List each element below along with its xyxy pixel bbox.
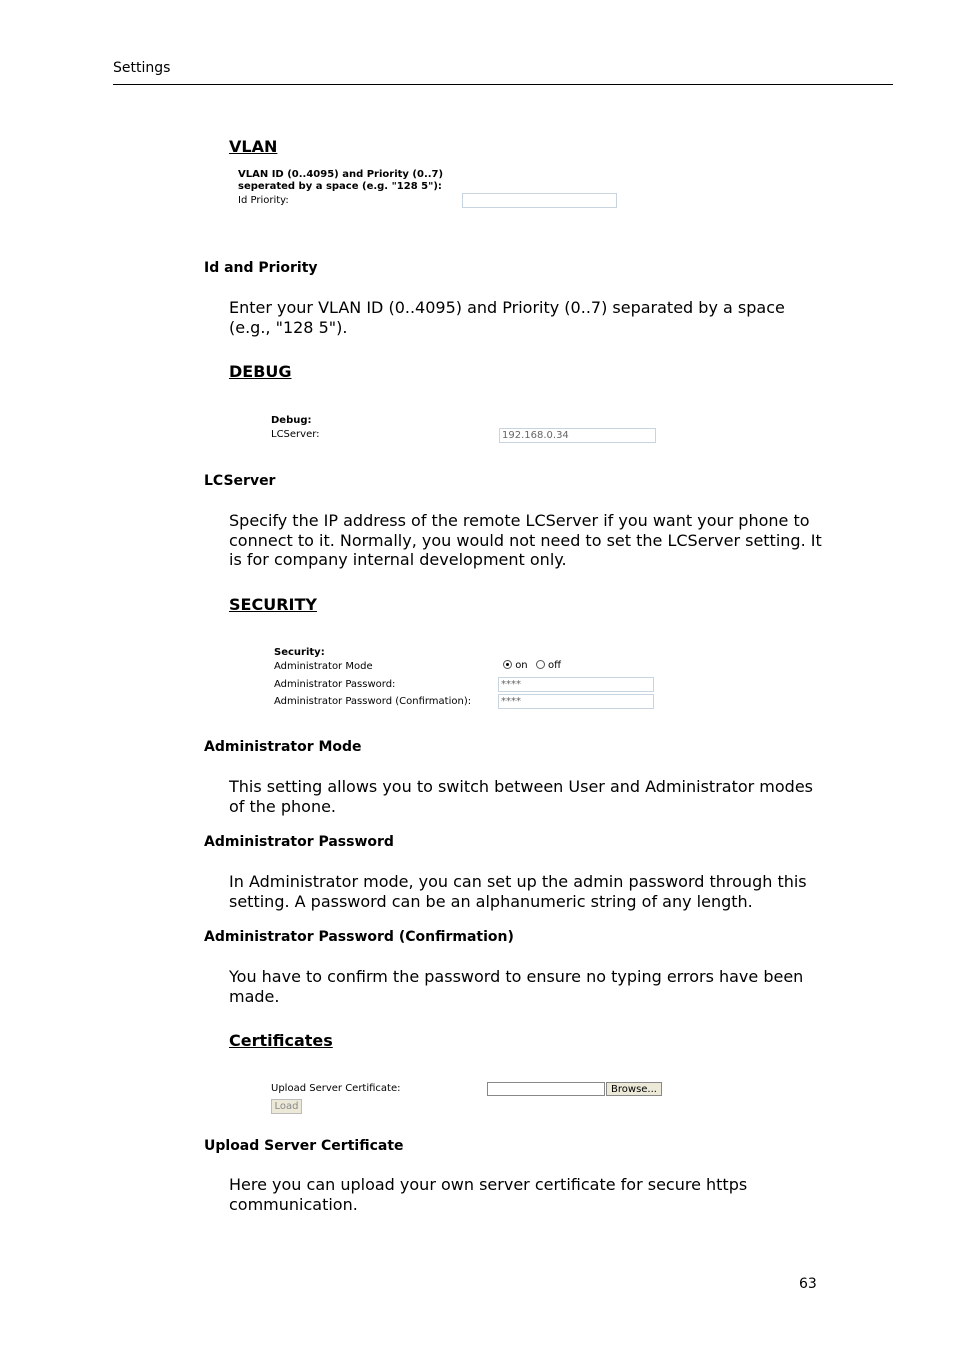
lcserver-description: Specify the IP address of the remote LCServer if you want your phone to connect to it. Normally, you would not need to set the LCServer setting. It is for company internal development only. — [229, 511, 822, 569]
vlan-id-priority-label: Id Priority: — [238, 195, 289, 206]
administrator-password-subtitle: Administrator Password — [204, 834, 394, 850]
upload-certificate-description: Here you can upload your own server certificate for secure https communication. — [229, 1175, 748, 1214]
administrator-mode-subtitle: Administrator Mode — [204, 739, 362, 755]
radio-on-label: on — [515, 660, 528, 671]
vlan-screenshot — [234, 162, 629, 214]
vlan-section-title: VLAN — [229, 137, 278, 156]
administrator-confirm-subtitle: Administrator Password (Confirmation) — [204, 929, 514, 945]
administrator-mode-label: Administrator Mode — [274, 661, 373, 672]
debug-section-title: DEBUG — [229, 362, 292, 381]
vlan-heading-line2: seperated by a space (e.g. "128 5"): — [238, 181, 442, 192]
administrator-password-description: In Administrator mode, you can set up the admin password through this setting. A password can be an alphanumeric string of any length. — [229, 872, 807, 911]
page-number: 63 — [799, 1276, 817, 1292]
id-priority-subtitle: Id and Priority — [204, 260, 318, 276]
administrator-password-label: Administrator Password: — [274, 679, 396, 690]
security-heading: Security: — [274, 647, 325, 658]
administrator-password-confirm-label: Administrator Password (Confirmation): — [274, 696, 472, 707]
debug-heading: Debug: — [271, 415, 312, 426]
page-header-title: Settings — [113, 60, 171, 76]
administrator-confirm-description: You have to confirm the password to ensure no typing errors have been made. — [229, 967, 804, 1006]
vlan-heading-line1: VLAN ID (0..4095) and Priority (0..7) — [238, 169, 444, 180]
lcserver-input[interactable]: 192.168.0.34 — [499, 428, 656, 443]
load-button[interactable]: Load — [271, 1099, 302, 1114]
vlan-id-priority-input[interactable] — [462, 193, 617, 208]
radio-on[interactable] — [503, 660, 512, 669]
header-divider — [113, 84, 893, 85]
security-screenshot — [270, 644, 665, 714]
administrator-mode-description: This setting allows you to switch between User and Administrator modes of the phone. — [229, 777, 814, 816]
upload-certificate-subtitle: Upload Server Certificate — [204, 1138, 404, 1154]
administrator-password-confirm-input[interactable]: **** — [498, 694, 654, 709]
id-priority-description: Enter your VLAN ID (0..4095) and Priority (0..7) separated by a space (e.g., "128 5"). — [229, 298, 785, 337]
upload-certificate-label: Upload Server Certificate: — [271, 1083, 401, 1094]
radio-off[interactable] — [536, 660, 545, 669]
certificates-section-title: Certificates — [229, 1031, 333, 1050]
administrator-password-input[interactable]: **** — [498, 677, 654, 692]
administrator-mode-radio-group — [503, 660, 561, 671]
security-section-title: SECURITY — [229, 595, 317, 614]
lcserver-subtitle: LCServer — [204, 473, 276, 489]
lcserver-label: LCServer: — [271, 429, 320, 440]
certificate-file-input[interactable] — [487, 1082, 605, 1096]
browse-button[interactable]: Browse... — [606, 1082, 662, 1096]
radio-off-label: off — [548, 660, 562, 671]
certificates-screenshot — [266, 1076, 666, 1118]
debug-screenshot — [266, 410, 661, 450]
